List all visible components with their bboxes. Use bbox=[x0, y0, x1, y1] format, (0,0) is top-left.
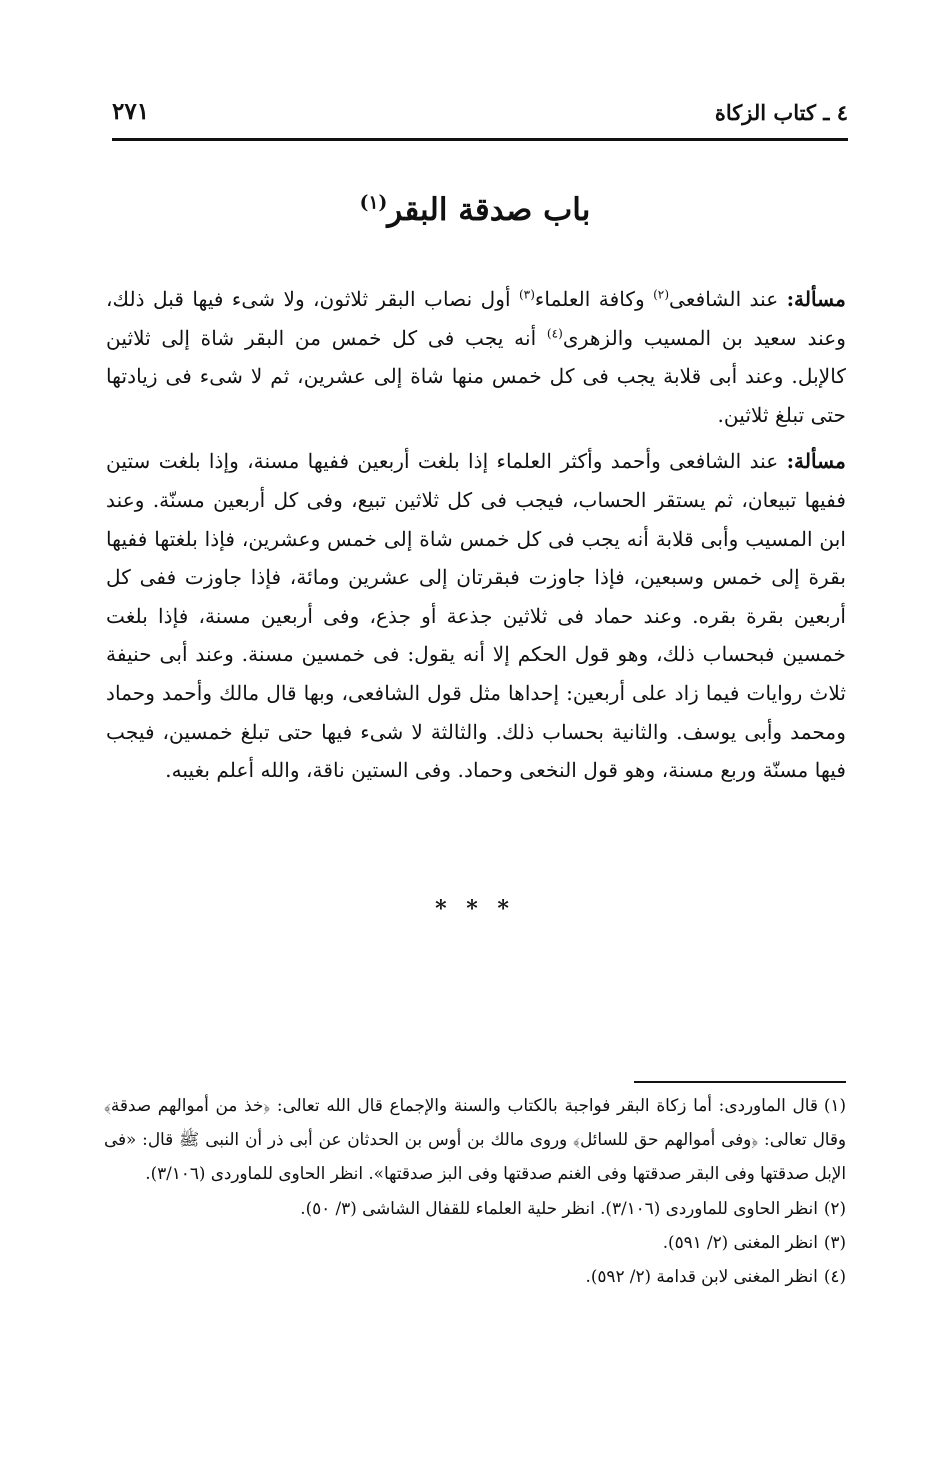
footnote-text: انظر المغنى لابن قدامة (٢/ ٥٩٢). bbox=[585, 1266, 818, 1287]
footnote-ref: (٣) bbox=[518, 287, 535, 302]
paragraph-2 bbox=[106, 442, 846, 789]
paragraph-1 bbox=[106, 280, 846, 434]
footnote-3 bbox=[104, 1225, 846, 1259]
footnote-divider bbox=[634, 1081, 846, 1083]
paragraph-text: عند الشافعى bbox=[669, 287, 787, 311]
footnote-1 bbox=[104, 1088, 846, 1191]
paragraph-text: أول نصاب البقر ثلاثون، ولا شىء فيها قبل ذلك، وعند سعيد بن المسيب والزهرى bbox=[106, 287, 846, 350]
footnote-number: (١) bbox=[823, 1095, 846, 1115]
chapter-title-text: باب صدقة البقر bbox=[387, 192, 591, 228]
footnote-number: (٤) bbox=[823, 1266, 846, 1287]
footnote-ref: (٢) bbox=[653, 287, 670, 302]
footnote-number: (٢) bbox=[823, 1197, 846, 1218]
page-number: ٢٧١ bbox=[112, 98, 150, 125]
footnote-text: انظر المغنى (٢/ ٥٩١). bbox=[662, 1231, 818, 1252]
paragraph-text: أنه يجب فى كل خمس من البقر شاة إلى ثلاثين كالإبل. وعند أبى قلابة يجب فى كل خمس منها شاة إلى عشرين، ثم لا شىء فى زيادتها حتى تبلغ ثلاثين. bbox=[106, 325, 846, 427]
chapter-title bbox=[0, 192, 950, 228]
footnote-2 bbox=[104, 1191, 846, 1225]
paragraph-label: مسألة: bbox=[786, 287, 846, 311]
footnote-text: قال الماوردى: أما زكاة البقر فواجبة بالكتاب والسنة والإجماع قال الله تعالى: ﴿خذ من أموالهم صدقة﴾ وقال تعالى: ﴿وفى أموالهم حق للسائل﴾ وروى مالك بن أوس بن الحدثان عن أبى ذر أن النبى ﷺ قال: «فى الإبل صدقتها وفى البقر صدقتها وفى الغنم صدقتها وفى البز صدقتها». انظر الحاوى للماوردى (٣/١٠٦). bbox=[104, 1095, 846, 1184]
footnote-4 bbox=[104, 1259, 846, 1293]
section-separator: * * * bbox=[435, 896, 515, 922]
footnote-text: انظر الحاوى للماوردى (٣/١٠٦). انظر حلية العلماء للقفال الشاشى (٣/ ٥٠). bbox=[300, 1197, 818, 1218]
running-header bbox=[112, 98, 848, 141]
footnote-ref: (٤) bbox=[546, 325, 563, 340]
paragraph-label: مسألة: bbox=[786, 449, 846, 474]
chapter-footnote-ref: (١) bbox=[359, 192, 388, 214]
footnotes bbox=[104, 1088, 846, 1293]
book-title: ٤ ـ كتاب الزكاة bbox=[714, 100, 848, 125]
footnote-number: (٣) bbox=[823, 1231, 846, 1252]
paragraph-text: وكافة العلماء bbox=[534, 287, 654, 311]
paragraph-text: عند الشافعى وأحمد وأكثر العلماء إذا بلغت أربعين ففيها مسنة، وإذا بلغت ستين ففيها تبيعان، ثم يستقر الحساب، فيجب فى كل ثلاثين تبيع، وفى كل أربعين مسنّة. وعند ابن المسيب وأبى قلابة أنه يجب فى كل خمس شاة إلى خمس وعشرين، فإذا بلغتها ففيها بقرة إلى خمس وسبعين، فإذا جاوزت فبقرتان إلى عشرين ومائة، فإذا جاوزت ففى كل أربعين بقرة بقره. وعند حماد فى ثلاثين جذعة أو جذع، وفى أربعين مسنة، فإذا بلغت خمسين فبحساب ذلك، وهو قول الحكم إلا أنه يقول: فى خمسين مسنة. وعند أبى حنيفة ثلاث روايات فيما زاد على أربعين: إحداها مثل قول الشافعى، وبها قال مالك وأحمد وحماد ومحمد وأبى يوسف. والثانية بحساب ذلك. والثالثة لا شىء فيها حتى تبلغ خمسين، فيجب فيها مسنّة وربع مسنة، وهو قول النخعى وحماد. وفى الستين ناقة، والله أعلم بغيبه. bbox=[106, 449, 846, 783]
main-text bbox=[106, 280, 846, 798]
